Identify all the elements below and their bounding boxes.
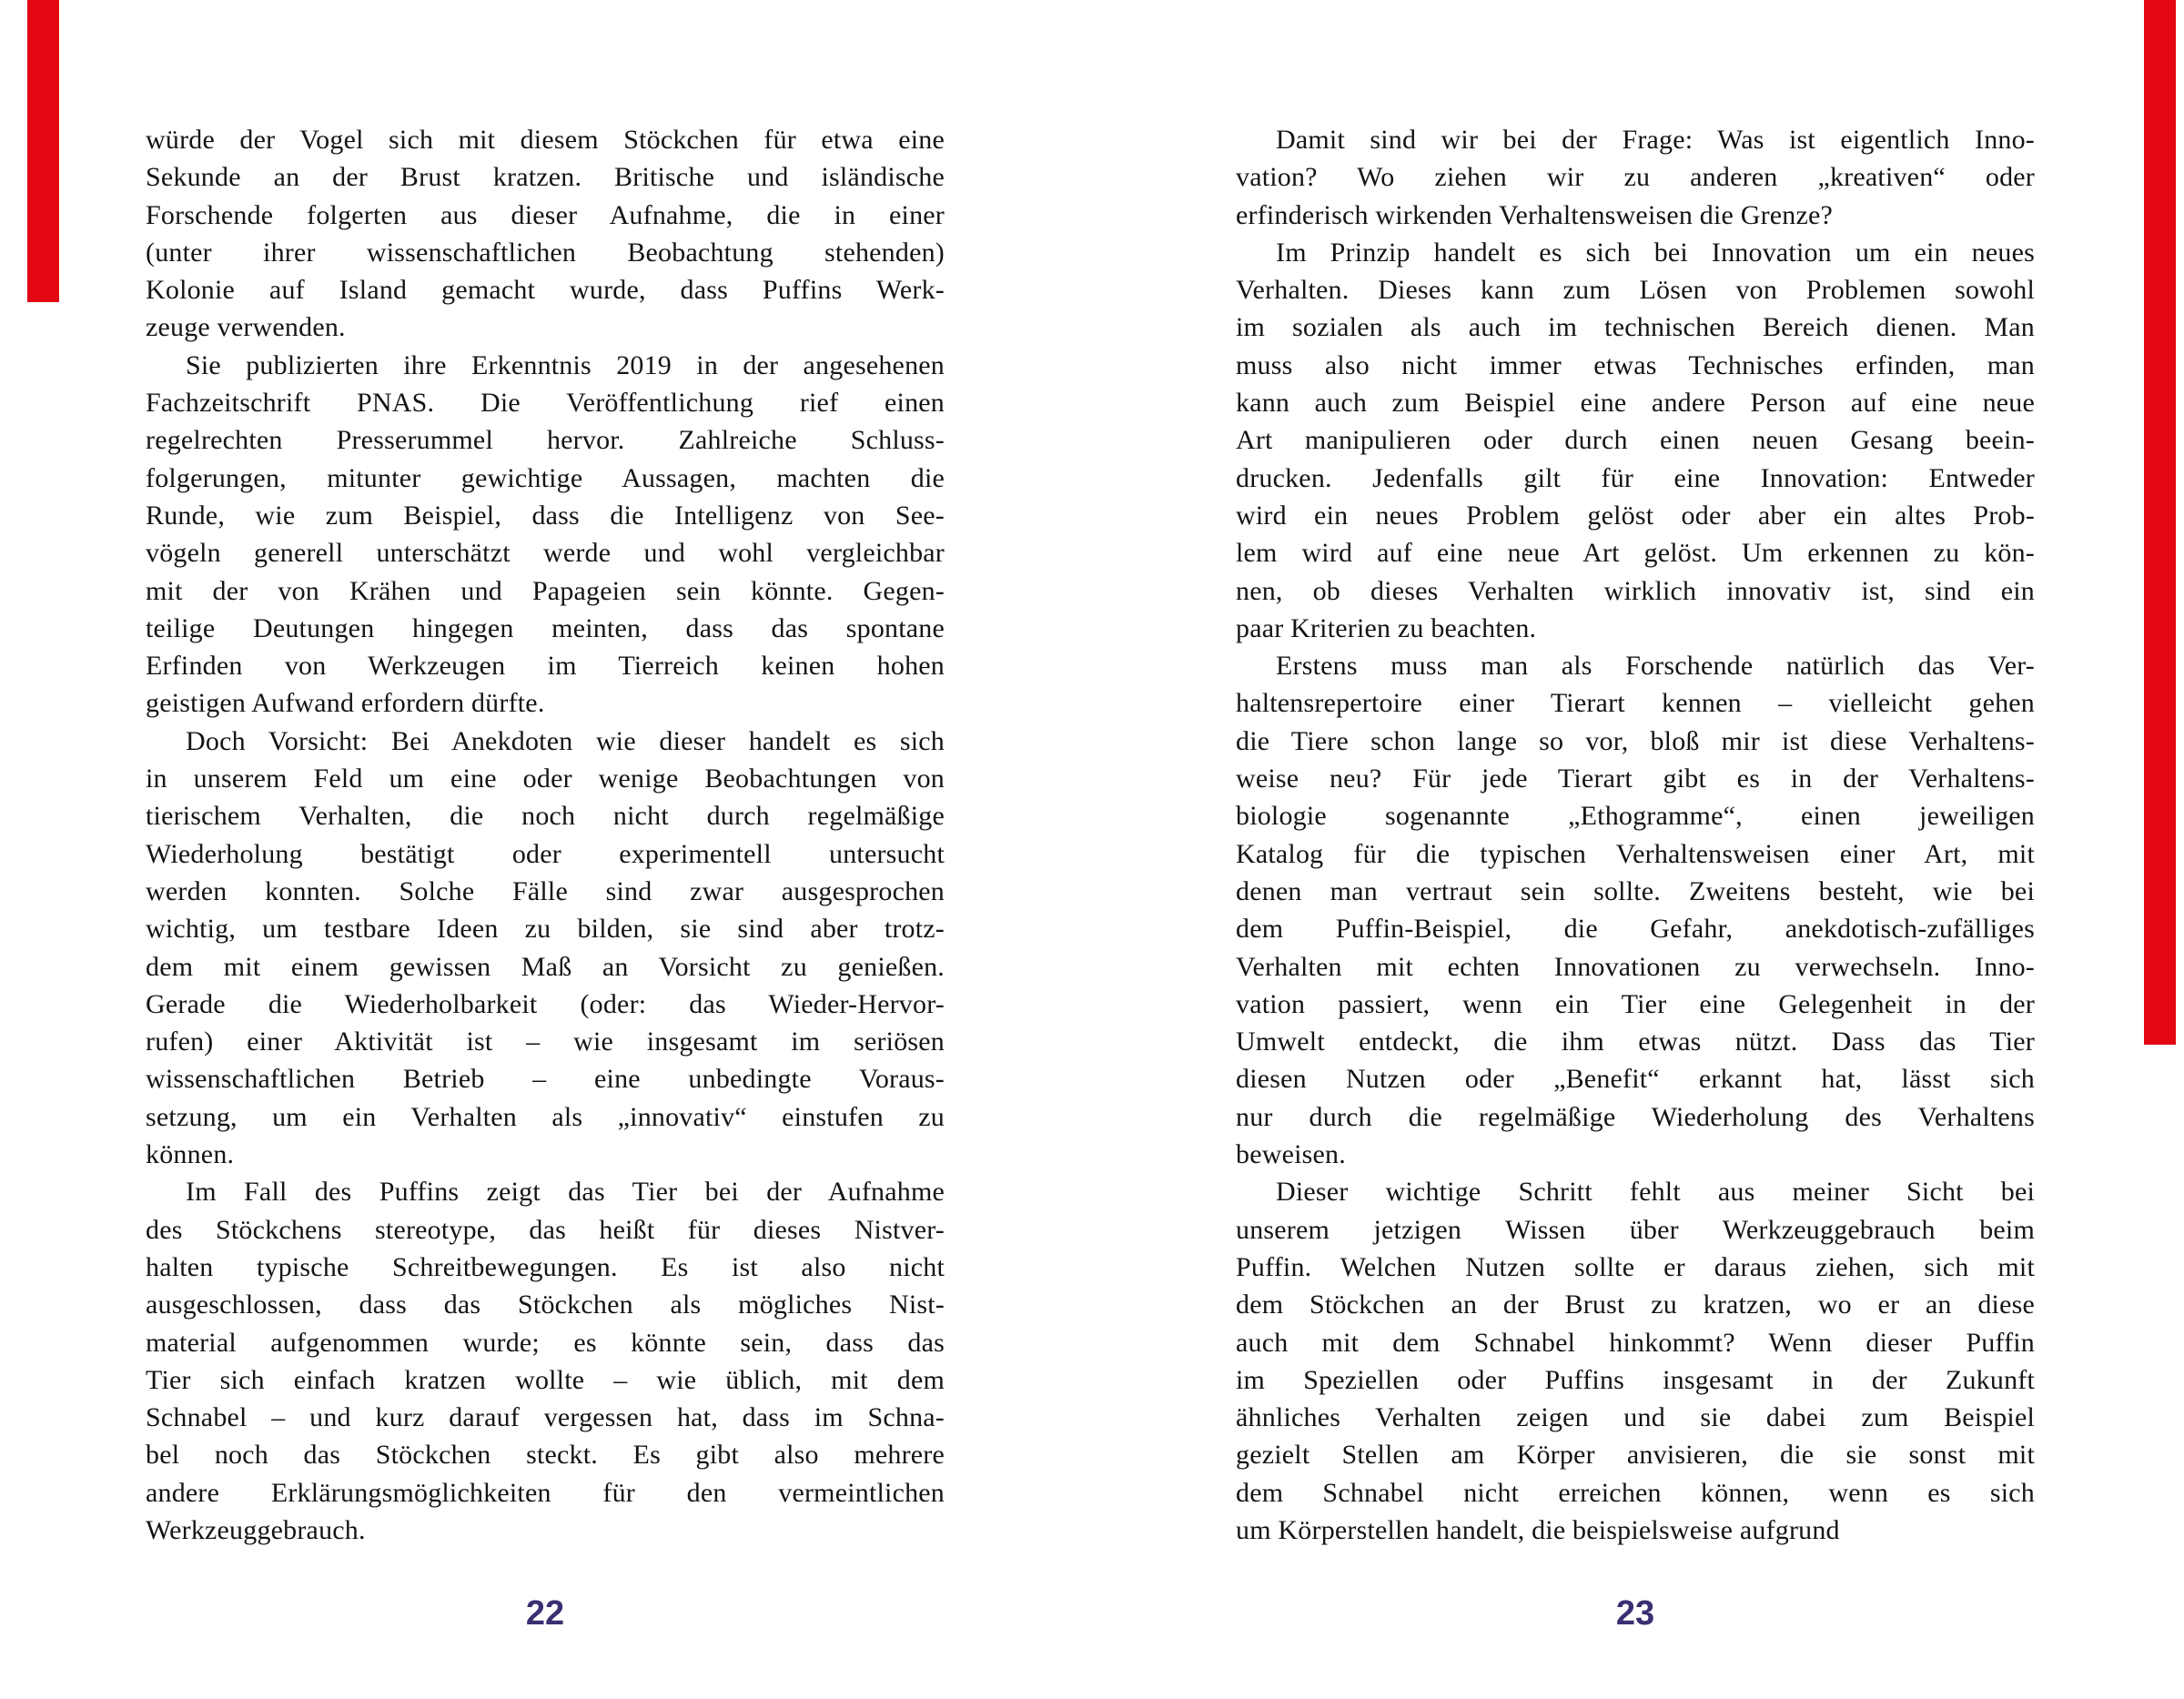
- text-line: vögeln generell unterschätzt werde und wohl vergleichbar: [146, 538, 945, 569]
- text-line: vation? Wo ziehen wir zu anderen „kreativen“ oder: [1236, 162, 2035, 193]
- text-line: diesen Nutzen oder „Benefit“ erkannt hat, lässt sich: [1236, 1064, 2035, 1095]
- text-line: material aufgenommen wurde; es könnte sein, dass das: [146, 1327, 945, 1358]
- text-line: Erfinden von Werkzeugen im Tierreich keinen hohen: [146, 651, 945, 682]
- text-line: werden konnten. Solche Fälle sind zwar ausgesprochen: [146, 875, 945, 906]
- text-line: wichtig, um testbare Ideen zu bilden, sie sind aber trotz-: [146, 914, 945, 945]
- text-line: dem Schnabel nicht erreichen können, wenn es sich: [1236, 1477, 2035, 1508]
- text-line: paar Kriterien zu beachten.: [1236, 612, 1537, 643]
- right-page-number: 23: [1615, 1594, 1655, 1633]
- text-line: tierischem Verhalten, die noch nicht durch regelmäßige: [146, 801, 945, 832]
- text-line: (unter ihrer wissenschaftlichen Beobachtung stehenden): [146, 237, 945, 268]
- text-line: ausgeschlossen, dass das Stöckchen als mögliches Nist-: [146, 1289, 945, 1320]
- text-line: geistigen Aufwand erfordern dürfte.: [146, 688, 545, 719]
- text-line: biologie sogenannte „Ethogramme“, einen jeweiligen: [1236, 801, 2035, 832]
- text-line: Katalog für die typischen Verhaltensweisen einer Art, mit: [1236, 838, 2035, 869]
- text-line: muss also nicht immer etwas Technisches erfinden, man: [1236, 349, 2035, 380]
- text-line: regelrechten Presserummel hervor. Zahlreiche Schluss-: [146, 425, 945, 456]
- text-line: ähnliches Verhalten zeigen und sie dabei zum Beispiel: [1236, 1402, 2035, 1433]
- text-line: setzung, um ein Verhalten als „innovativ“ einstufen zu: [146, 1101, 945, 1132]
- book-cover-edge-right: [2144, 0, 2176, 1045]
- text-line: nen, ob dieses Verhalten wirklich innovativ ist, sind ein: [1236, 575, 2035, 606]
- text-line: im Speziellen oder Puffins insgesamt in der Zukunft: [1236, 1364, 2035, 1395]
- text-line: Tier sich einfach kratzen wollte – wie üblich, mit dem: [146, 1364, 945, 1395]
- text-line: lem wird auf eine neue Art gelöst. Um erkennen zu kön-: [1236, 538, 2035, 569]
- text-line: Runde, wie zum Beispiel, dass die Intelligenz von See-: [146, 500, 945, 531]
- text-line: im sozialen als auch im technischen Bereich dienen. Man: [1236, 312, 2035, 343]
- text-line: wird ein neues Problem gelöst oder aber ein altes Prob-: [1236, 500, 2035, 531]
- text-line: bel noch das Stöckchen steckt. Es gibt also mehrere: [146, 1440, 945, 1471]
- right-page-text: [1236, 121, 2035, 1549]
- text-line: gezielt Stellen am Körper anvisieren, die sie sonst mit: [1236, 1440, 2035, 1471]
- text-line: unserem jetzigen Wissen über Werkzeuggebrauch beim: [1236, 1214, 2035, 1245]
- text-line: beweisen.: [1236, 1139, 1346, 1170]
- text-line: rufen) einer Aktivität ist – wie insgesamt im seriösen: [146, 1026, 945, 1057]
- text-line: weise neu? Für jede Tierart gibt es in der Verhaltens-: [1236, 764, 2035, 794]
- text-line: wissenschaftlichen Betrieb – eine unbedingte Voraus-: [146, 1064, 945, 1095]
- text-line: des Stöckchens stereotype, das heißt für dieses Nistver-: [146, 1214, 945, 1245]
- text-line: nur durch die regelmäßige Wiederholung des Verhaltens: [1236, 1101, 2035, 1132]
- text-line: Im Prinzip handelt es sich bei Innovation um ein neues: [1276, 237, 2035, 268]
- text-line: auch mit dem Schnabel hinkommt? Wenn dieser Puffin: [1236, 1327, 2035, 1358]
- text-line: Sekunde an der Brust kratzen. Britische und isländische: [146, 162, 945, 193]
- text-line: Forschende folgerten aus dieser Aufnahme, die in einer: [146, 199, 945, 230]
- text-line: Dieser wichtige Schritt fehlt aus meiner Sicht bei: [1276, 1177, 2035, 1208]
- text-line: mit der von Krähen und Papageien sein könnte. Gegen-: [146, 575, 945, 606]
- text-line: halten typische Schreitbewegungen. Es ist also nicht: [146, 1251, 945, 1282]
- text-line: die Tiere schon lange so vor, bloß mir ist diese Verhaltens-: [1236, 725, 2035, 756]
- text-line: kann auch zum Beispiel eine andere Person auf eine neue: [1236, 388, 2035, 419]
- text-line: haltensrepertoire einer Tierart kennen – vielleicht gehen: [1236, 688, 2035, 719]
- text-line: Doch Vorsicht: Bei Anekdoten wie dieser handelt es sich: [186, 725, 945, 756]
- text-line: Puffin. Welchen Nutzen sollte er daraus ziehen, sich mit: [1236, 1251, 2035, 1282]
- text-line: denen man vertraut sein sollte. Zweitens besteht, wie bei: [1236, 875, 2035, 906]
- text-line: Wiederholung bestätigt oder experimentell untersucht: [146, 838, 945, 869]
- text-line: erfinderisch wirkenden Verhaltensweisen die Grenze?: [1236, 199, 1834, 230]
- text-line: Sie publizierten ihre Erkenntnis 2019 in der angesehenen: [186, 349, 945, 380]
- text-line: Schnabel – und kurz darauf vergessen hat, dass im Schna-: [146, 1402, 945, 1433]
- text-line: Verhalten mit echten Innovationen zu verwechseln. Inno-: [1236, 951, 2035, 982]
- text-line: können.: [146, 1139, 235, 1170]
- text-line: dem Stöckchen an der Brust zu kratzen, wo er an diese: [1236, 1289, 2035, 1320]
- text-line: drucken. Jedenfalls gilt für eine Innovation: Entweder: [1236, 462, 2035, 493]
- text-line: Im Fall des Puffins zeigt das Tier bei der Aufnahme: [186, 1177, 945, 1208]
- text-line: Art manipulieren oder durch einen neuen Gesang beein-: [1236, 425, 2035, 456]
- text-line: Erstens muss man als Forschende natürlich das Ver-: [1276, 651, 2035, 682]
- left-page-text: [146, 121, 945, 1549]
- text-line: würde der Vogel sich mit diesem Stöckchen für etwa eine: [146, 125, 945, 155]
- left-page-number: 22: [525, 1594, 565, 1633]
- text-line: Verhalten. Dieses kann zum Lösen von Problemen sowohl: [1236, 275, 2035, 306]
- book-cover-edge-left: [27, 0, 59, 302]
- text-line: teilige Deutungen hingegen meinten, dass das spontane: [146, 612, 945, 643]
- text-line: zeuge verwenden.: [146, 312, 346, 343]
- text-line: Damit sind wir bei der Frage: Was ist eigentlich Inno-: [1276, 125, 2035, 155]
- text-line: vation passiert, wenn ein Tier eine Gelegenheit in der: [1236, 988, 2035, 1019]
- text-line: Gerade die Wiederholbarkeit (oder: das Wieder-Hervor-: [146, 988, 945, 1019]
- text-line: andere Erklärungsmöglichkeiten für den vermeintlichen: [146, 1477, 945, 1508]
- text-line: um Körperstellen handelt, die beispielsweise aufgrund: [1236, 1514, 1840, 1545]
- text-line: dem Puffin-Beispiel, die Gefahr, anekdotisch-zufälliges: [1236, 914, 2035, 945]
- text-line: in unserem Feld um eine oder wenige Beobachtungen von: [146, 764, 945, 794]
- text-line: folgerungen, mitunter gewichtige Aussagen, machten die: [146, 462, 945, 493]
- text-line: dem mit einem gewissen Maß an Vorsicht zu genießen.: [146, 951, 945, 982]
- text-line: Kolonie auf Island gemacht wurde, dass Puffins Werk-: [146, 275, 945, 306]
- text-line: Fachzeitschrift PNAS. Die Veröffentlichung rief einen: [146, 388, 945, 419]
- text-line: Werkzeuggebrauch.: [146, 1514, 366, 1545]
- text-line: Umwelt entdeckt, die ihm etwas nützt. Dass das Tier: [1236, 1026, 2035, 1057]
